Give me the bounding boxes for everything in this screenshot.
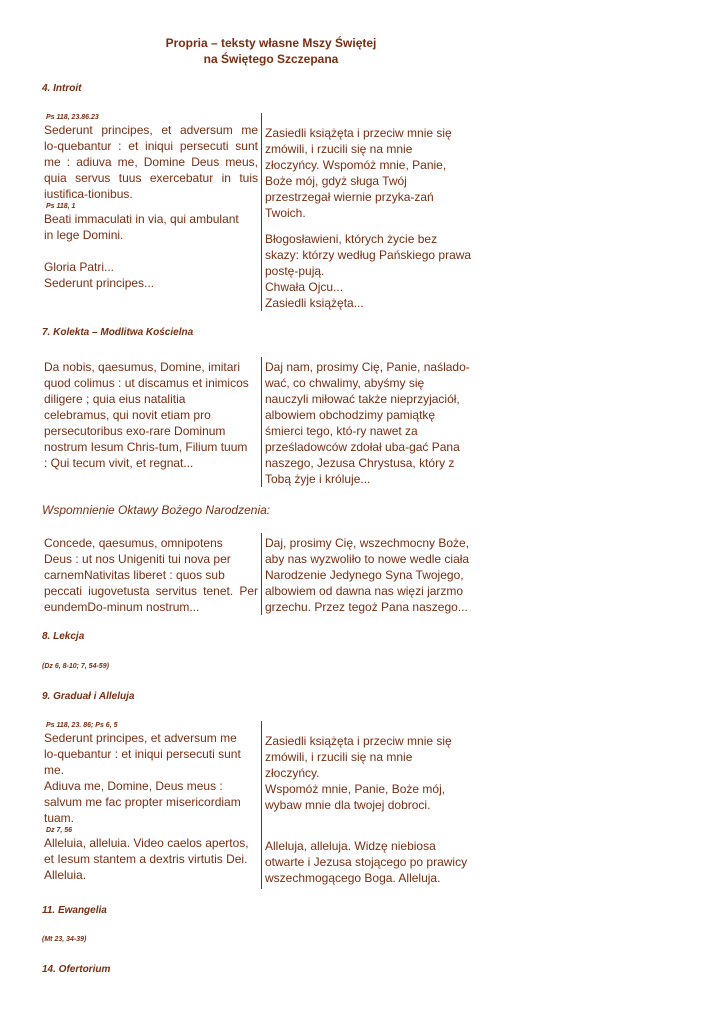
gradual-polish-line: Zasiedli książęta i przeciw mnie się — [265, 734, 452, 748]
collect-latin — [44, 359, 258, 471]
introit-polish-line: postę-pują. — [265, 264, 325, 278]
octave-polish-line: Daj, prosimy Cię, wszechmocny Boże, — [265, 536, 470, 550]
gradual-latin-line: et Iesum stantem a dextris virtutis Dei. — [44, 852, 248, 866]
introit-polish — [265, 125, 480, 311]
introit-latin — [44, 113, 258, 291]
gradual-ref-2: Dz 7, 56 — [46, 827, 73, 834]
gradual-latin-line: lo-quebantur : et iniqui persecuti sunt — [44, 747, 241, 761]
octave-polish — [265, 535, 480, 615]
gradual-latin-line: me. — [44, 763, 65, 777]
gradual-heading: 9. Graduał i Alleluja — [42, 691, 135, 702]
introit-ref-1: Ps 118, 23.86.23 — [46, 114, 99, 121]
gospel-heading: 11. Ewangelia — [42, 905, 107, 916]
octave-latin-line: Deus : ut nos Unigeniti tui nova per — [44, 552, 231, 566]
octave-polish-line: albowiem od dawna nas więzi jarzmo — [265, 584, 464, 598]
offertory-heading: 14. Ofertorium — [42, 964, 111, 975]
introit-latin-line: lo-quebantur : et iniqui persecuti sunt — [44, 139, 258, 153]
octave-latin-line: peccati iugovetusta servitus tenet. Per — [44, 584, 258, 598]
introit-latin-line: Gloria Patri... — [44, 260, 115, 274]
collect-polish-line: wać, co chwalimy, abyśmy się — [265, 376, 425, 390]
page-title-line-2: na Świętego Szczepana — [203, 52, 339, 66]
gospel-ref: (Mt 23, 34-39) — [42, 936, 87, 943]
gradual-polish-line: otwarte i Jezusa stojącego po prawicy — [265, 855, 468, 869]
lesson-ref: (Dz 6, 8-10; 7, 54-59) — [42, 663, 109, 670]
introit-latin-line: iustifica-tionibus. — [44, 187, 133, 201]
gradual-polish-line: złoczyńcy. — [265, 766, 320, 780]
gradual-polish — [265, 733, 480, 886]
collect-polish-line: albowiem obchodzimy pamiątkę — [265, 408, 436, 422]
gradual-latin-line: Alleluia, alleluia. Video caelos apertos, — [44, 836, 249, 850]
introit-polish-line: Błogosławieni, których życie bez — [265, 232, 438, 246]
gradual-latin-line: Alleluia. — [44, 868, 87, 882]
collect-latin-line: : Qui tecum vivit, et regnat... — [44, 456, 194, 470]
octave-latin-line: carnemNativitas liberet : quos sub — [44, 568, 225, 582]
collect-polish-line: Tobą żyje i króluje... — [265, 472, 371, 486]
gradual-polish-line: Alleluja, alleluja. Widzę niebiosa — [265, 839, 436, 853]
gradual-latin-line: salvum me fac propter misericordiam — [44, 795, 241, 809]
introit-latin-line: quia servus tuus exercebatur in tuis — [44, 171, 258, 185]
collect-polish — [265, 359, 480, 487]
octave-polish-line: grzechu. Przez tegoż Pana naszego... — [265, 600, 468, 614]
introit-polish-line: Chwała Ojcu... — [265, 280, 344, 294]
gradual-polish-line: wszechmogącego Boga. Alleluja. — [265, 871, 441, 885]
octave-polish-line: aby nas wyzwoliło to nowe wedle ciała — [265, 552, 470, 566]
gradual-latin-line: Adiuva me, Domine, Deus meus : — [44, 779, 223, 793]
collect-polish-line: naszego, Jezusa Chrystusa, który z — [265, 456, 455, 470]
gradual-latin — [44, 721, 258, 883]
introit-polish-line: Zasiedli książęta... — [265, 296, 364, 310]
collect-heading: 7. Kolekta – Modlitwa Kościelna — [42, 327, 194, 338]
introit-polish-line: Boże mój, gdyż sługa Twój — [265, 174, 407, 188]
introit-latin-line: in lege Domini. — [44, 228, 124, 242]
introit-polish-line: złoczyńcy. Wspomóż mnie, Panie, — [265, 158, 447, 172]
introit-polish-line: Twoich. — [265, 206, 306, 220]
introit-polish-line: Zasiedli książęta i przeciw mnie się — [265, 126, 452, 140]
collect-latin-line: nostrum Iesum Chris-tum, Filium tuum — [44, 440, 248, 454]
collect-polish-line: Daj nam, prosimy Cię, Panie, naślado- — [265, 360, 470, 374]
introit-polish-line: skazy: którzy według Pańskiego prawa — [265, 248, 472, 262]
introit-polish-line: przestrzegał wiernie przyka-zań — [265, 190, 434, 204]
collect-polish-line: nauczyli miłować także nieprzyjaciół, — [265, 392, 460, 406]
octave-latin-line: eundemDo-minum nostrum... — [44, 600, 200, 614]
introit-heading: 4. Introit — [42, 83, 82, 94]
column-divider — [261, 721, 262, 889]
collect-polish-line: prześladowców zdołał uba-gać Pana — [265, 440, 460, 454]
collect-polish-line: śmierci tego, któ-ry nawet za — [265, 424, 418, 438]
column-divider — [261, 533, 262, 615]
gradual-polish-line: zmówili, i rzucili się na mnie — [265, 750, 413, 764]
collect-latin-line: persecutoribus exo-rare Dominum — [44, 424, 226, 438]
gradual-latin-line: tuam. — [44, 811, 75, 825]
column-divider — [261, 357, 262, 487]
column-divider — [261, 113, 262, 311]
introit-polish-line: zmówili, i rzucili się na mnie — [265, 142, 413, 156]
gradual-polish-line: wybaw mnie dla twojej dobroci. — [265, 798, 431, 812]
introit-latin-line: Beati immaculati in via, qui ambulant — [44, 212, 239, 226]
gradual-latin-line: Sederunt principes, et adversum me — [44, 731, 237, 745]
collect-latin-line: Da nobis, qaesumus, Domine, imitari — [44, 360, 241, 374]
introit-latin-line: me : adiuva me, Domine Deus meus, — [44, 155, 258, 169]
page-title-line-1: Propria – teksty własne Mszy Świętej — [165, 36, 377, 50]
octave-heading: Wspomnienie Oktawy Bożego Narodzenia: — [42, 503, 271, 517]
gradual-polish-line: Wspomóż mnie, Panie, Boże mój, — [265, 782, 446, 796]
collect-latin-line: diligere ; quia eius natalitia — [44, 392, 186, 406]
introit-latin-line: Sederunt principes, et adversum me — [44, 123, 258, 137]
octave-latin-line: Concede, qaesumus, omnipotens — [44, 536, 223, 550]
introit-latin-line: Sederunt principes... — [44, 276, 155, 290]
introit-ref-2: Ps 118, 1 — [46, 203, 76, 210]
collect-latin-line: quod colimus : ut discamus et inimicos — [44, 376, 249, 390]
collect-latin-line: celebramus, qui novit etiam pro — [44, 408, 211, 422]
gradual-ref-1: Ps 118, 23. 86; Ps 6, 5 — [46, 722, 118, 729]
octave-polish-line: Narodzenie Jedynego Syna Twojego, — [265, 568, 464, 582]
octave-latin — [44, 535, 258, 615]
lesson-heading: 8. Lekcja — [42, 631, 85, 642]
